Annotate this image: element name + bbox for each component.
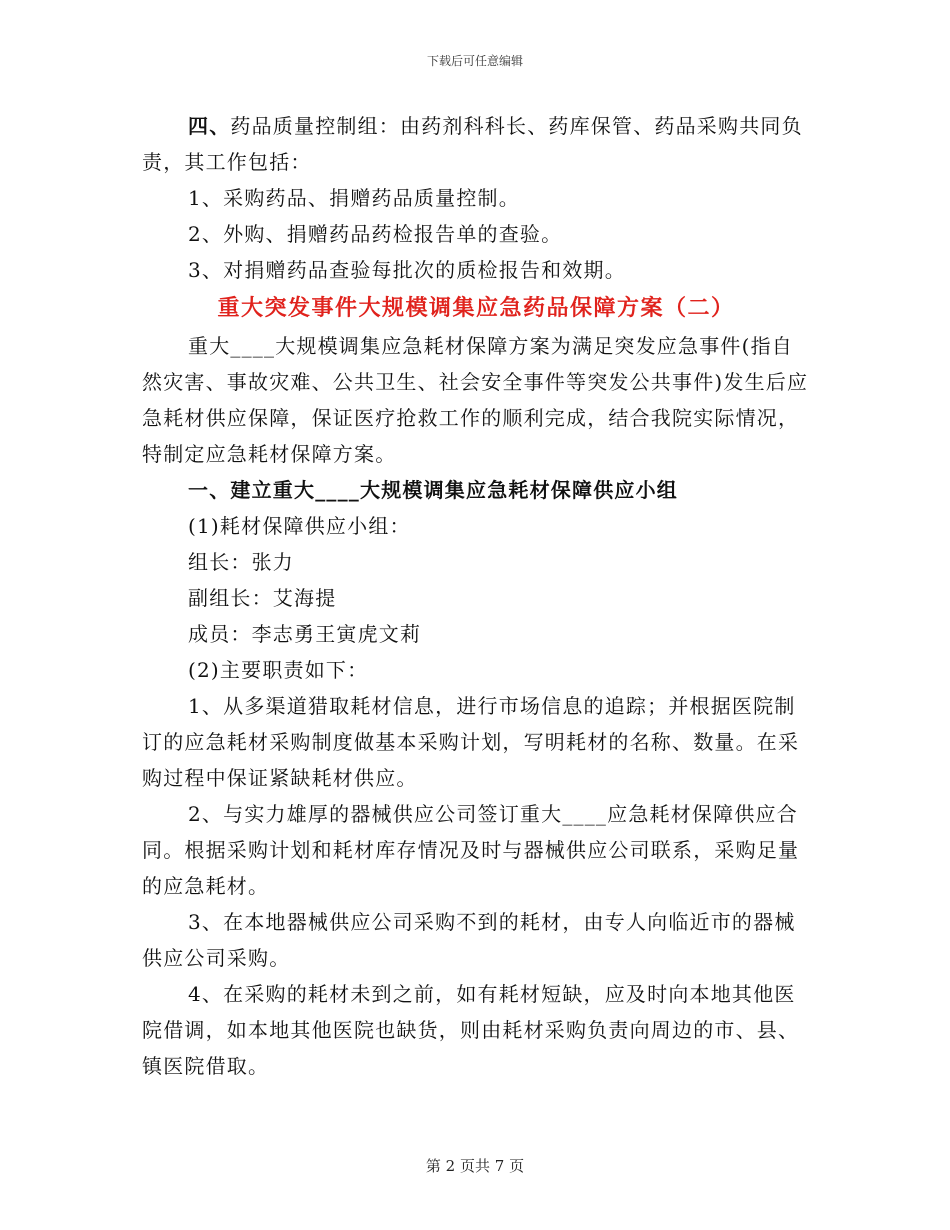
section4-item: 2、外购、捐赠药品药检报告单的查验。 [188, 222, 563, 246]
duty-paragraph: 4、在采购的耗材未到之前，如有耗材短缺，应及时向本地其他医院借调，如本地其他医院也缺货，则由耗材采购负责向周边的市、县、镇医院借取。 [142, 982, 800, 1078]
document-body [142, 108, 810, 1084]
group-label: (1)耗材保障供应小组： [188, 514, 411, 538]
duties-label: (2)主要职责如下： [188, 658, 369, 682]
section4-heading: 四、 [188, 114, 231, 138]
section1-heading: 一、建立重大____大规模调集应急耗材保障供应小组 [188, 478, 678, 502]
section4-item: 3、对捐赠药品查验每批次的质检报告和效期。 [188, 258, 626, 282]
group-members: 成员：李志勇王寅虎文莉 [188, 622, 422, 646]
section4-item: 1、采购药品、捐赠药品质量控制。 [188, 186, 520, 210]
document-title: 重大突发事件大规模调集应急药品保障方案（二） [217, 295, 735, 321]
intro-paragraph: 重大____大规模调集应急耗材保障方案为满足突发应急事件(指自然灾害、事故灾难、公共卫生、社会安全事件等突发公共事件)发生后应急耗材供应保障，保证医疗抢救工作的顺利完成，结合我院实际情况，特制定应急耗材保障方案。 [142, 334, 809, 466]
section4-paragraph [142, 108, 810, 180]
section4-text: 药品质量控制组：由药剂科科长、药库保管、药品采购共同负责，其工作包括： [142, 114, 803, 174]
duty-paragraph: 2、与实力雄厚的器械供应公司签订重大____应急耗材保障供应合同。根据采购计划和耗材库存情况及时与器械供应公司联系，采购足量的应急耗材。 [142, 802, 800, 898]
group-deputy: 副组长：艾海提 [188, 586, 337, 610]
duty-paragraph: 1、从多渠道猎取耗材信息，进行市场信息的追踪；并根据医院制订的应急耗材采购制度做基本采购计划，写明耗材的名称、数量。在采购过程中保证紧缺耗材供应。 [142, 694, 800, 790]
group-leader: 组长：张力 [188, 550, 294, 574]
duty-paragraph: 3、在本地器械供应公司采购不到的耗材，由专人向临近市的器械供应公司采购。 [142, 910, 796, 970]
page-header: 下载后可任意编辑 [426, 54, 523, 68]
page-footer: 第 2 页共 7 页 [425, 1157, 525, 1175]
